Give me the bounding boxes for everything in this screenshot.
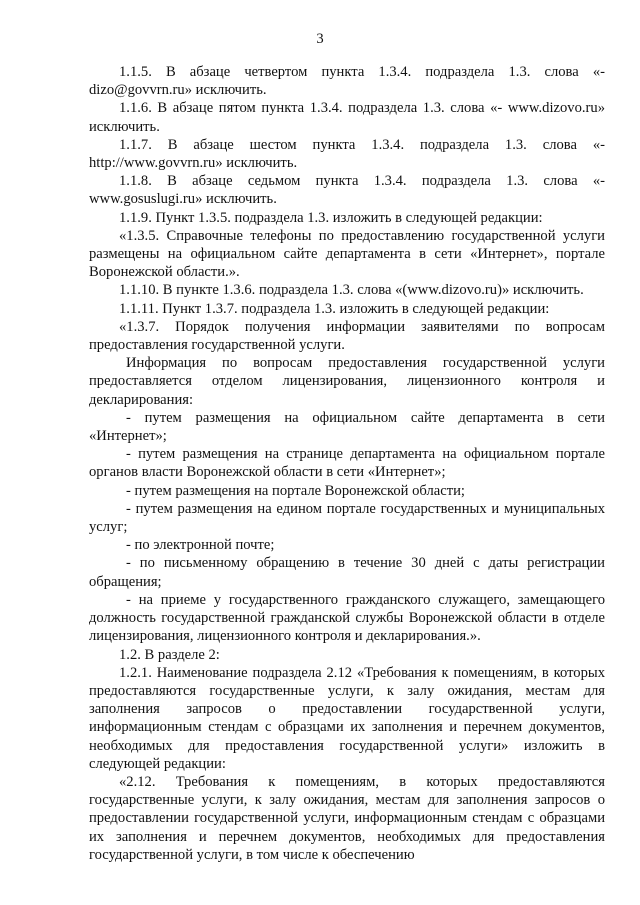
- paragraph-quote-1-3-7: «1.3.7. Порядок получения информации заявителями по вопросам предоставления государственной услуги.: [89, 318, 605, 354]
- paragraph-1-1-9: 1.1.9. Пункт 1.3.5. подраздела 1.3. изложить в следующей редакции:: [119, 209, 543, 226]
- list-item-reception: - на приеме у государственного гражданского служащего, замещающего должность государственной гражданской службы Воронежской области в отделе лицензирования, лицензионного контроля и декларирования.».: [89, 591, 605, 645]
- document-body: [89, 63, 605, 864]
- paragraph-1-1-8: 1.1.8. В абзаце седьмом пункта 1.3.4. подраздела 1.3. слова «- www.gosuslugi.ru» исключить.: [89, 173, 605, 208]
- paragraph-quote-1-3-5: «1.3.5. Справочные телефоны по предоставлению государственной услуги размещены на официальном сайте департамента в сети «Интернет», портале Воронежской области.».: [89, 227, 605, 281]
- paragraph-info-intro: Информация по вопросам предоставления государственной услуги предоставляется отделом лицензирования, лицензионного контроля и декларирования:: [89, 355, 605, 408]
- list-item-portal-page: - путем размещения на странице департамента на официальном портале органов власти Воронежской области в сети «Интернет»;: [89, 446, 605, 481]
- list-item-unified-portal: - путем размещения на едином портале государственных и муниципальных услуг;: [89, 500, 605, 536]
- paragraph-1-2: 1.2. В разделе 2:: [119, 646, 220, 663]
- page-number: 3: [316, 31, 324, 47]
- paragraph-quote-2-12: «2.12. Требования к помещениям, в которых предоставляются государственные услуги, к залу ожидания, местам для заполнения запросов о предоставлении государственной услуги, информационным стендам с образцами их заполнения и перечнем документов, необходимых для предоставления государственной услуги, в том числе к обеспечению: [89, 773, 605, 863]
- paragraph-1-1-11: 1.1.11. Пункт 1.3.7. подраздела 1.3. изложить в следующей редакции:: [119, 300, 550, 317]
- paragraph-1-1-10: 1.1.10. В пункте 1.3.6. подраздела 1.3. слова «(www.dizovo.ru)» исключить.: [119, 282, 584, 299]
- list-item-website: - путем размещения на официальном сайте департамента в сети «Интернет»;: [89, 409, 605, 445]
- list-item-email: - по электронной почте;: [126, 537, 275, 554]
- list-item-written-request: - по письменному обращению в течение 30 дней с даты регистрации обращения;: [89, 555, 605, 590]
- paragraph-1-1-6: 1.1.6. В абзаце пятом пункта 1.3.4. подраздела 1.3. слова «- www.dizovo.ru» исключить.: [89, 100, 605, 135]
- list-item-regional-portal: - путем размещения на портале Воронежской области;: [126, 482, 465, 499]
- paragraph-1-1-5: 1.1.5. В абзаце четвертом пункта 1.3.4. подраздела 1.3. слова «- dizo@govvrn.ru» исключить.: [89, 64, 605, 99]
- paragraph-1-2-1: 1.2.1. Наименование подраздела 2.12 «Требования к помещениям, в которых предоставляются государственные услуги, к залу ожидания, местам для заполнения запросов о предоставлении государственной услуги, информационным стендам с образцами их заполнения и перечнем документов, необходимых для предоставления государственной услуги» изложить в следующей редакции:: [89, 664, 605, 772]
- paragraph-1-1-7: 1.1.7. В абзаце шестом пункта 1.3.4. подраздела 1.3. слова «- http://www.govvrn.ru» исключить.: [89, 136, 605, 172]
